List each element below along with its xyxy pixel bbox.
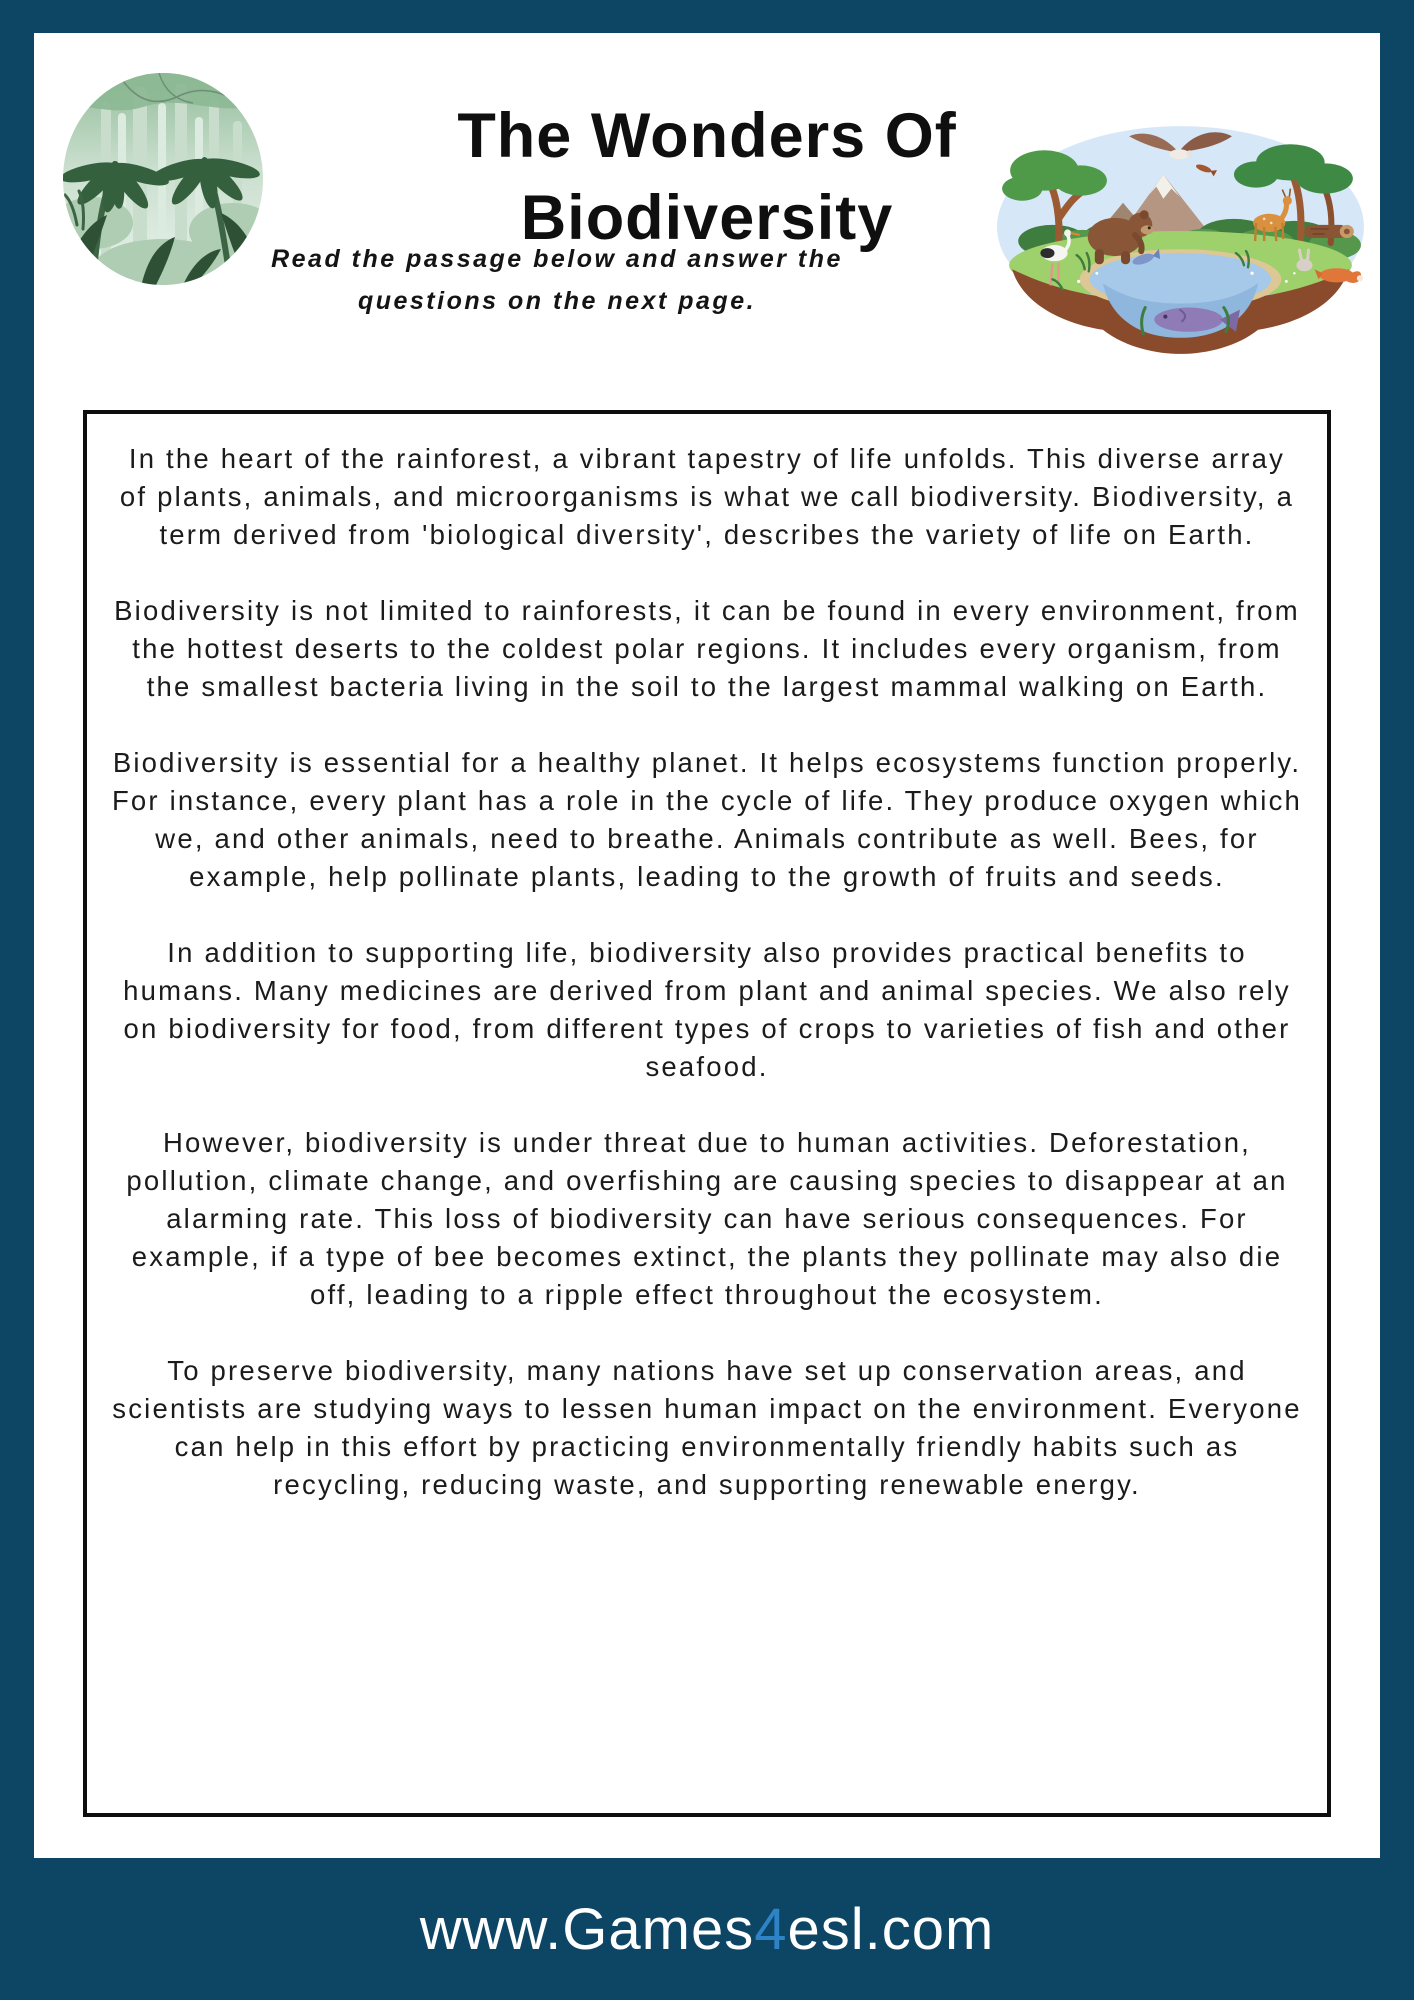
- passage-paragraph-4: In addition to supporting life, biodiversity also provides practical benefits to humans. Many medicines are derived from plant and animal species. We also rely on biodiversity for food, from different types of crops to varieties of fish and other seafood.: [123, 937, 1291, 1082]
- page-title-line1: The Wonders Of: [457, 101, 957, 172]
- page-title: [34, 95, 1380, 259]
- website-url: [420, 1896, 995, 1963]
- instructions-line2: questions on the next page.: [357, 287, 757, 315]
- passage-paragraph-5: However, biodiversity is under threat due to human activities. Deforestation, pollution, climate change, and overfishing are causing species to disappear at an alarming rate. This loss of biodiversity can have serious consequences. For example, if a type of bee becomes extinct, the plants they pollinate may also die off, leading to a ripple effect throughout the ecosystem.: [126, 1127, 1288, 1310]
- page-title-line2: Biodiversity: [520, 183, 894, 254]
- instructions: [247, 238, 867, 322]
- website-url-prefix: www.Games: [419, 1896, 755, 1962]
- passage-paragraph-6: To preserve biodiversity, many nations have set up conservation areas, and scientists are studying ways to lessen human impact on the environment. Everyone can help in this effort by practicing environmentally friendly habits such as recycling, reducing waste, and supporting renewable energy.: [112, 1355, 1302, 1500]
- instructions-line1: Read the passage below and answer the: [271, 245, 843, 273]
- footer-band: [0, 1858, 1414, 2000]
- website-url-accent: 4: [754, 1896, 788, 1962]
- passage-paragraph-3: Biodiversity is essential for a healthy planet. It helps ecosystems function properly. For instance, every plant has a role in the cycle of life. They produce oxygen which we, and other animals, need to breathe. Animals contribute as well. Bees, for example, help pollinate plants, leading to the growth of fruits and seeds.: [111, 747, 1303, 892]
- website-url-suffix: esl.com: [787, 1896, 995, 1962]
- passage-paragraph-2: Biodiversity is not limited to rainforests, it can be found in every environment, from the hottest deserts to the coldest polar regions. It includes every organism, from the smallest bacteria living in the soil to the largest mammal walking on Earth.: [114, 595, 1300, 702]
- worksheet-page: [34, 33, 1380, 1858]
- passage-paragraph-1: In the heart of the rainforest, a vibrant tapestry of life unfolds. This diverse array of plants, animals, and microorganisms is what we call biodiversity. Biodiversity, a term derived from 'biological diversity', describes the variety of life on Earth.: [119, 443, 1295, 550]
- reading-passage-box: [83, 410, 1331, 1817]
